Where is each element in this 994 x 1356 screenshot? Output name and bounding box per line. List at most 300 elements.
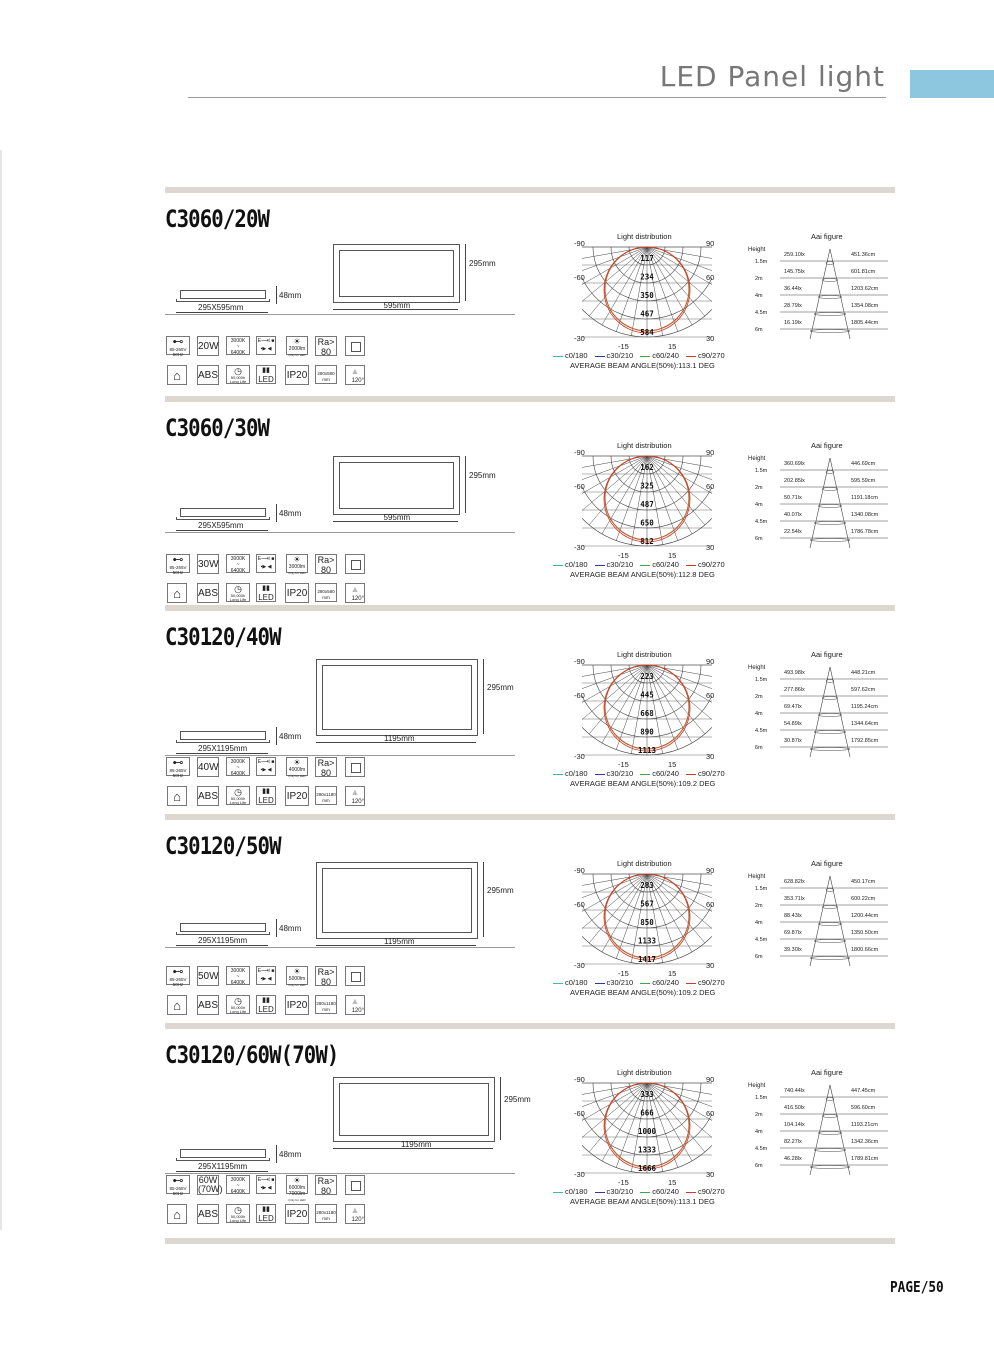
ra-label: Ra> xyxy=(317,758,335,768)
aai-diameter-label: 597.62cm xyxy=(851,687,876,693)
aai-lux-label: 104.14lx xyxy=(784,1122,805,1128)
side-height-label: 48mm xyxy=(279,924,302,933)
cone-ellipse xyxy=(826,1098,834,1101)
legend-label: c30/210 xyxy=(606,769,634,778)
energy-glyph-bottom: ▪▶ ◀ xyxy=(260,767,272,773)
product-section xyxy=(0,1023,994,1232)
height-axis-label: Height xyxy=(748,665,766,671)
beam-angle-label: 120° xyxy=(351,378,364,384)
energy-label-icon xyxy=(256,966,276,985)
aai-cone-chart xyxy=(770,874,890,974)
page-title: LED Panel light xyxy=(659,60,885,93)
panel-side-base xyxy=(176,932,270,935)
ring-value-label: 487 xyxy=(640,500,654,509)
plug-glyph: ⊷ xyxy=(172,757,184,769)
cone-ellipse xyxy=(814,940,846,943)
model-name: C30120/50W xyxy=(165,832,281,860)
grid-radial xyxy=(647,456,715,514)
aai-height-label: 1.5m xyxy=(755,886,768,892)
beam-angle-icon xyxy=(345,1204,365,1224)
spec-divider xyxy=(165,1173,515,1174)
ra-label: Ra> xyxy=(317,337,335,347)
cct-high-label: 6400K xyxy=(230,1189,246,1195)
cone-ellipse xyxy=(814,313,846,316)
aai-lux-label: 16.19lx xyxy=(784,320,802,326)
grid-radial xyxy=(582,247,647,305)
cone-ellipse xyxy=(818,1132,842,1135)
grid-radial xyxy=(647,874,715,919)
ring-value-label: 850 xyxy=(640,918,654,927)
axis-angle-label: -15 xyxy=(618,969,629,978)
axis-angle-label: -60 xyxy=(574,482,585,491)
lumen-icon xyxy=(286,554,308,573)
aai-diameter-label: 1800.66cm xyxy=(851,947,879,953)
cct-low-label: 3000K xyxy=(230,338,246,344)
axis-angle-label: -60 xyxy=(574,1109,585,1118)
legend-item xyxy=(640,978,679,987)
axis-angle-label: 90 xyxy=(706,1075,715,1084)
side-height-dimension-line xyxy=(276,727,277,745)
power-rating xyxy=(197,554,219,574)
square-panel-icon xyxy=(345,336,365,356)
aai-diameter-label: 1200.44cm xyxy=(851,913,879,919)
aai-lux-label: 88.43lx xyxy=(784,913,802,919)
energy-glyph-bottom: ▪▶ ◀ xyxy=(260,1185,272,1191)
aai-height-label: 2m xyxy=(755,903,763,909)
ra-rating xyxy=(315,336,337,356)
panel-inner-frame xyxy=(322,665,472,730)
power-plug-icon xyxy=(166,336,190,355)
front-height-label: 295mm xyxy=(469,258,496,268)
lumen-alt-label: 7000lm xyxy=(288,1191,306,1197)
legend-swatch xyxy=(553,1192,563,1193)
beam-glyph: ▲ xyxy=(350,787,360,797)
aai-diameter-label: 1340.08cm xyxy=(851,512,879,518)
front-width-label: 1195mm xyxy=(384,937,415,946)
aai-lux-label: 145.75lx xyxy=(784,269,805,275)
legend-item xyxy=(686,978,725,987)
legend-swatch xyxy=(595,565,605,566)
aai-lux-label: 22.54lx xyxy=(784,529,802,535)
aai-lux-label: 353.71lx xyxy=(784,896,805,902)
grid-radial xyxy=(647,1083,715,1141)
legend-label: c60/240 xyxy=(652,978,679,987)
power-label: 60W xyxy=(198,1175,218,1185)
panel-side-view xyxy=(180,923,266,932)
grid-radial xyxy=(582,874,647,932)
grid-radial xyxy=(647,665,712,681)
cone-ellipse xyxy=(818,505,842,508)
cone-ellipse xyxy=(822,488,838,491)
material-label xyxy=(197,1204,219,1224)
beam-angle-label: 120° xyxy=(351,1217,364,1223)
aai-lux-label: 202.85lx xyxy=(784,478,805,484)
aai-diameter-label: 596.60cm xyxy=(851,1105,876,1111)
legend-label: c30/210 xyxy=(606,351,634,360)
material-label xyxy=(197,365,219,385)
aai-figure-title: Aai figure xyxy=(811,1068,843,1077)
legend-swatch xyxy=(640,774,650,775)
axis-angle-label: 90 xyxy=(706,239,715,248)
aai-diameter-label: 1354.08cm xyxy=(851,303,879,309)
section-band xyxy=(165,605,895,611)
ring-value-label: 350 xyxy=(640,291,654,300)
product-section xyxy=(0,396,994,605)
cone-edge-right xyxy=(830,876,850,966)
legend-label: c60/240 xyxy=(652,769,679,778)
panel-side-base xyxy=(176,740,270,743)
color-temperature xyxy=(226,966,250,985)
legend-swatch xyxy=(553,983,563,984)
grid-radial xyxy=(582,456,647,501)
aai-diameter-label: 448.21cm xyxy=(851,670,876,676)
sun-glyph: ☀ xyxy=(293,555,301,564)
spec-divider xyxy=(165,532,515,533)
voltage-label: 85-265V xyxy=(169,1186,187,1191)
aai-height-label: 4.5m xyxy=(755,310,768,316)
energy-glyph-top: E⟶ℓ ■ xyxy=(257,759,275,765)
average-beam-angle: AVERAGE BEAM ANGLE(50%):112.8 DEG xyxy=(570,570,715,579)
clock-glyph: ◷ xyxy=(234,996,242,1006)
aai-diameter-label: 600.22cm xyxy=(851,896,876,902)
ra-label: Ra> xyxy=(317,555,335,565)
material-text: ABS xyxy=(198,1209,219,1220)
energy-label-icon xyxy=(256,1175,276,1194)
model-name: C3060/20W xyxy=(165,205,270,233)
aai-height-label: 4m xyxy=(755,1129,763,1135)
cct-range-label: ~ xyxy=(236,344,240,350)
page-number: PAGE/50 xyxy=(890,1278,944,1296)
panel-inner-frame xyxy=(339,1083,489,1136)
ring-value-label: 1113 xyxy=(637,746,657,755)
cone-ellipse xyxy=(822,279,838,282)
lumen-label: 4000lm xyxy=(288,767,306,773)
clock-glyph: ◷ xyxy=(234,1205,242,1215)
ring-value-label: 117 xyxy=(640,254,654,263)
indoor-house-icon: ⌂ xyxy=(167,583,187,603)
aai-lux-label: 82.27lx xyxy=(784,1139,802,1145)
square-panel-inner xyxy=(351,342,361,352)
square-panel-icon xyxy=(345,757,365,777)
ring-value-label: 668 xyxy=(640,709,654,718)
chip-glyph: ▮▮ xyxy=(262,788,270,795)
cct-high-label: 6400K xyxy=(230,980,246,986)
product-section xyxy=(0,814,994,1023)
aai-height-label: 6m xyxy=(755,327,763,333)
grid-radial xyxy=(582,247,647,263)
cutout-unit-label: mm xyxy=(322,377,330,382)
cutout-size xyxy=(315,1204,337,1223)
height-dimension-line xyxy=(483,659,484,734)
spec-divider xyxy=(165,314,515,315)
cutout-unit-label: mm xyxy=(322,1007,330,1012)
axis-angle-label: -15 xyxy=(618,551,629,560)
cone-ellipse xyxy=(810,957,850,960)
cone-ellipse xyxy=(814,731,846,734)
energy-glyph-bottom: ▪▶ ◀ xyxy=(260,564,272,570)
aai-diameter-label: 601.81cm xyxy=(851,269,876,275)
life-note-label: Long Life xyxy=(229,800,247,805)
legend-label: c90/270 xyxy=(697,1187,725,1196)
aai-height-label: 4.5m xyxy=(755,937,768,943)
side-height-label: 48mm xyxy=(279,1150,302,1159)
cct-range-label: ~ xyxy=(236,562,240,568)
lumen-label: 3000lm xyxy=(288,564,306,570)
ip-rating xyxy=(285,995,309,1015)
aai-diameter-label: 1789.81cm xyxy=(851,1156,879,1162)
panel-side-view xyxy=(180,508,266,517)
aai-diameter-label: 1342.36cm xyxy=(851,1139,879,1145)
legend-swatch xyxy=(686,565,696,566)
front-width-label: 1195mm xyxy=(401,1140,432,1149)
cutout-dims-label: 280x1180 xyxy=(316,792,336,797)
indoor-house-icon: ⌂ xyxy=(167,1204,187,1224)
square-panel-icon xyxy=(345,554,365,574)
front-width-label: 1195mm xyxy=(384,734,415,743)
panel-inner-frame xyxy=(339,462,454,509)
cutout-size xyxy=(315,995,337,1014)
beam-angle-icon xyxy=(345,786,365,806)
aai-height-label: 6m xyxy=(755,745,763,751)
cone-ellipse xyxy=(826,471,834,474)
energy-label-icon xyxy=(256,757,276,776)
energy-glyph-top: E⟶ℓ ■ xyxy=(257,338,275,344)
curve-legend xyxy=(553,978,732,987)
square-panel-inner xyxy=(351,1181,361,1191)
legend-item xyxy=(595,351,634,360)
ip-rating xyxy=(285,786,309,806)
grid-radial xyxy=(647,874,712,890)
ra-label: Ra> xyxy=(317,967,335,977)
legend-item xyxy=(686,351,725,360)
ip-label: IP20 xyxy=(286,1000,308,1011)
front-height-label: 295mm xyxy=(504,1094,531,1104)
legend-swatch xyxy=(595,983,605,984)
legend-item xyxy=(595,1187,634,1196)
energy-glyph-top: E⟶ℓ ■ xyxy=(257,968,275,974)
power-alt-label: (70W) xyxy=(198,1184,223,1194)
panel-side-base xyxy=(176,1158,270,1161)
ip-rating xyxy=(285,1204,309,1224)
lifespan-icon xyxy=(226,995,250,1014)
life-note-label: Long Life xyxy=(229,1218,247,1223)
ring-value-label: 1000 xyxy=(637,1127,657,1136)
beam-glyph: ▲ xyxy=(350,584,360,594)
square-panel-icon xyxy=(345,1175,365,1195)
ra-rating xyxy=(315,554,337,574)
aai-diameter-label: 595.59cm xyxy=(851,478,876,484)
front-width-label: 595mm xyxy=(383,513,411,522)
grid-radial xyxy=(647,665,715,710)
cone-ellipse xyxy=(822,697,838,700)
life-hours-label: 50,000h xyxy=(230,1005,246,1010)
axis-angle-label: 60 xyxy=(706,482,715,491)
chip-glyph: ▮▮ xyxy=(262,367,270,374)
cone-edge-left xyxy=(810,667,830,757)
aai-lux-label: 69.47lx xyxy=(784,704,802,710)
legend-swatch xyxy=(640,565,650,566)
ip-rating xyxy=(285,365,309,385)
cct-range-label: ~ xyxy=(236,765,240,771)
grid-radial xyxy=(647,456,712,472)
aai-lux-label: 493.98lx xyxy=(784,670,805,676)
ring-value-label: 325 xyxy=(640,481,654,491)
color-temperature xyxy=(226,757,250,776)
aai-diameter-label: 1203.62cm xyxy=(851,286,879,292)
section-band xyxy=(165,1238,895,1244)
axis-angle-label: 30 xyxy=(706,1170,715,1179)
aai-diameter-label: 1344.64cm xyxy=(851,721,879,727)
aai-diameter-label: 450.17cm xyxy=(851,879,876,885)
ring-value-label: 1666 xyxy=(637,1164,657,1173)
average-beam-angle: AVERAGE BEAM ANGLE(50%):113.1 DEG xyxy=(570,361,715,370)
side-height-dimension-line xyxy=(276,1145,277,1163)
grid-radial xyxy=(582,665,647,681)
average-beam-angle: AVERAGE BEAM ANGLE(50%):113.1 DEG xyxy=(570,1197,715,1206)
cct-low-label: 3000K xyxy=(230,968,246,974)
grid-radial xyxy=(647,247,715,292)
lumen-icon xyxy=(286,1175,308,1202)
cone-ellipse xyxy=(822,906,838,909)
aai-diameter-label: 446.69cm xyxy=(851,461,876,467)
average-beam-angle: AVERAGE BEAM ANGLE(50%):109.2 DEG xyxy=(570,779,716,788)
ra-value: 80 xyxy=(320,565,331,575)
side-height-dimension-line xyxy=(276,286,277,304)
cutout-unit-label: mm xyxy=(322,595,330,600)
cct-low-label: 3000K xyxy=(230,1177,246,1183)
legend-item xyxy=(640,351,679,360)
material-text: ABS xyxy=(198,588,219,599)
axis-angle-label: 30 xyxy=(706,334,715,343)
energy-glyph-top: E⟶ℓ ■ xyxy=(257,1177,275,1183)
cone-edge-right xyxy=(830,458,850,548)
energy-glyph-top: E⟶ℓ ■ xyxy=(257,556,275,562)
aai-height-label: 2m xyxy=(755,276,763,282)
ring-value-label: 283 xyxy=(640,881,654,890)
power-label: 30W xyxy=(198,559,219,570)
grid-radial xyxy=(647,1083,715,1128)
material-label xyxy=(197,786,219,806)
plug-glyph: ⊷ xyxy=(172,966,184,978)
lumen-label: 6000lm xyxy=(288,1185,306,1191)
frequency-label: 50Hz xyxy=(172,982,184,987)
aai-diameter-label: 1350.50cm xyxy=(851,930,879,936)
cct-range-label: ~ xyxy=(236,974,240,980)
power-plug-icon xyxy=(166,554,190,573)
ra-value: 80 xyxy=(320,768,331,778)
legend-label: c60/240 xyxy=(652,1187,679,1196)
square-panel-icon xyxy=(345,966,365,986)
model-name: C3060/30W xyxy=(165,414,270,442)
panel-side-base xyxy=(176,517,270,520)
aai-height-label: 4m xyxy=(755,711,763,717)
axis-angle-label: 30 xyxy=(706,752,715,761)
aai-lux-label: 740.44lx xyxy=(784,1088,805,1094)
spec-divider xyxy=(165,947,515,948)
cutout-dims-label: 280x1180 xyxy=(316,1001,336,1006)
indoor-house-icon: ⌂ xyxy=(167,786,187,806)
aai-lux-label: 69.87lx xyxy=(784,930,802,936)
led-chip-icon xyxy=(256,1204,276,1223)
axis-angle-label: -90 xyxy=(574,1075,585,1084)
side-width-dimension-line xyxy=(176,1171,268,1172)
beam-angle-label: 120° xyxy=(351,1008,364,1014)
square-panel-inner xyxy=(351,560,361,570)
aai-height-label: 4m xyxy=(755,293,763,299)
sun-glyph: ☀ xyxy=(293,337,301,346)
lifespan-icon xyxy=(226,365,250,384)
energy-glyph-bottom: ▪▶ ◀ xyxy=(260,976,272,982)
side-height-label: 48mm xyxy=(279,509,302,518)
grid-radial xyxy=(647,1083,712,1099)
height-axis-label: Height xyxy=(748,456,766,462)
ra-value: 80 xyxy=(320,977,331,987)
power-rating xyxy=(197,757,219,777)
lifespan-icon xyxy=(226,786,250,805)
side-height-label: 48mm xyxy=(279,291,302,300)
grid-radial xyxy=(582,874,647,890)
lumen-label: 5000lm xyxy=(288,976,306,982)
cutout-size xyxy=(315,583,337,602)
cone-ellipse xyxy=(826,680,834,683)
power-rating xyxy=(197,1175,223,1195)
legend-swatch xyxy=(640,983,650,984)
legend-item xyxy=(595,769,634,778)
curve-legend xyxy=(553,1187,732,1196)
aai-height-label: 1.5m xyxy=(755,259,768,265)
side-dims-label: 295X595mm xyxy=(198,521,244,530)
height-axis-label: Height xyxy=(748,1083,766,1089)
aai-height-label: 4.5m xyxy=(755,728,768,734)
ring-value-label: 1333 xyxy=(637,1145,657,1155)
panel-side-view xyxy=(180,290,266,299)
cone-edge-left xyxy=(810,876,830,966)
spec-divider xyxy=(165,755,515,756)
axis-angle-label: -60 xyxy=(574,691,585,700)
section-band xyxy=(165,814,895,820)
legend-label: c0/180 xyxy=(565,769,588,778)
curve-legend xyxy=(553,769,732,778)
chip-glyph: ▮▮ xyxy=(262,997,270,1004)
cutout-size xyxy=(315,786,337,805)
life-hours-label: 50,000h xyxy=(230,593,246,598)
axis-angle-label: 60 xyxy=(706,273,715,282)
average-beam-angle: AVERAGE BEAM ANGLE(50%):109.2 DEG xyxy=(570,988,716,997)
ip-label: IP20 xyxy=(286,791,308,802)
clock-glyph: ◷ xyxy=(234,787,242,797)
beam-glyph: ▲ xyxy=(350,996,360,1006)
material-text: ABS xyxy=(198,370,219,381)
cct-high-label: 6400K xyxy=(230,568,246,574)
indoor-house-icon: ⌂ xyxy=(167,365,187,385)
grid-radial xyxy=(582,874,647,919)
legend-swatch xyxy=(686,983,696,984)
aai-height-label: 1.5m xyxy=(755,677,768,683)
ring-value-label: 666 xyxy=(640,1108,654,1118)
axis-angle-label: 30 xyxy=(706,961,715,970)
legend-label: c60/240 xyxy=(652,351,679,360)
axis-angle-label: -15 xyxy=(618,342,629,351)
legend-label: c0/180 xyxy=(565,560,588,569)
axis-angle-label: -90 xyxy=(574,239,585,248)
aai-lux-label: 416.50lx xyxy=(784,1105,805,1111)
legend-item xyxy=(553,978,588,987)
grid-radial xyxy=(647,247,712,263)
ring-value-label: 333 xyxy=(640,1090,654,1099)
side-width-dimension-line xyxy=(176,945,268,946)
legend-item xyxy=(640,560,679,569)
grid-radial xyxy=(582,247,647,292)
